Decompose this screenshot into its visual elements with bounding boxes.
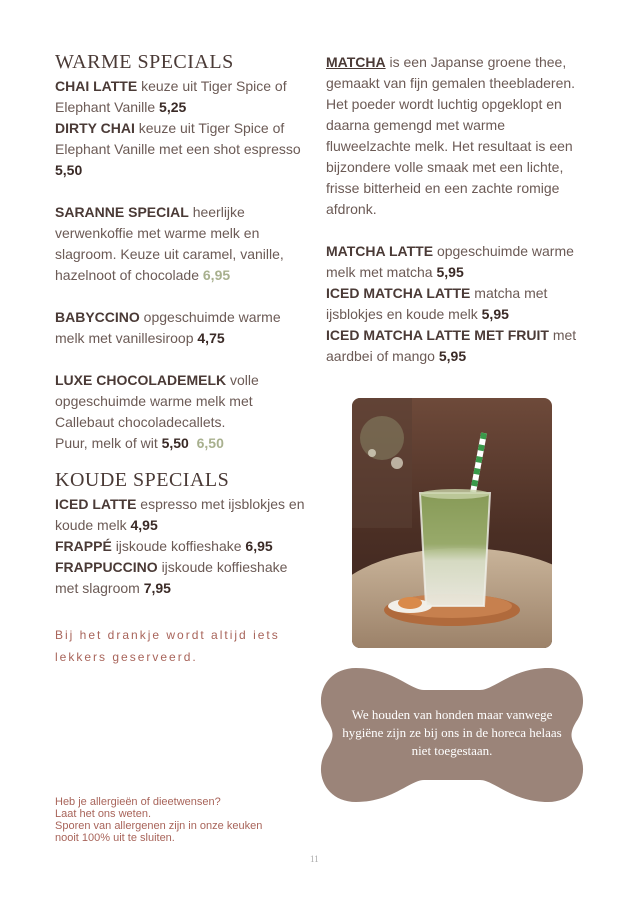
right-column	[326, 52, 586, 367]
menu-item-matcha-latte	[326, 241, 586, 283]
item-name: FRAPPÉ	[55, 538, 112, 554]
served-note: Bij het drankje wordt altijd iets lekkers geserveerd.	[55, 628, 280, 664]
item-name: FRAPPUCCINO	[55, 559, 158, 575]
item-name: ICED LATTE	[55, 496, 137, 512]
item-name: DIRTY CHAI	[55, 120, 135, 136]
item-desc: ijskoude koffieshake met slagroom	[55, 559, 288, 596]
menu-item-iced-latte	[55, 494, 310, 536]
item-name: CHAI LATTE	[55, 78, 138, 94]
item-name: MATCHA LATTE	[326, 243, 434, 259]
menu-item-dirty-chai	[55, 118, 310, 181]
item-desc: opgeschuimde warme melk met matcha	[326, 243, 574, 280]
dog-policy-bone	[312, 660, 592, 810]
matcha-intro-word: MATCHA	[326, 54, 386, 70]
item-name: LUXE CHOCOLADEMELK	[55, 372, 227, 388]
item-price: 4,75	[197, 330, 225, 346]
menu-item-iced-matcha-latte	[326, 283, 586, 325]
item-desc: keuze uit Tiger Spice of Elephant Vanille	[55, 78, 287, 115]
item-desc: ijskoude koffieshake	[115, 538, 242, 554]
item-price: 6,95	[245, 538, 273, 554]
warm-specials-heading: WARME SPECIALS	[55, 51, 234, 73]
menu-item-luxe-chocolademelk	[55, 370, 310, 454]
item-desc: keuze uit Tiger Spice of Elephant Vanille met een shot espresso	[55, 120, 301, 157]
menu-item-frappuccino	[55, 557, 310, 599]
item-desc: heerlijke verwenkoffie met warme melk en slagroom. Keuze uit caramel, vanille, hazelnoot of chocolade	[55, 204, 284, 283]
menu-item-iced-matcha-fruit	[326, 325, 586, 367]
matcha-drink-image	[352, 398, 552, 648]
matcha-photo	[352, 398, 552, 648]
item-price: 5,25	[159, 99, 187, 115]
allergy-line: Heb je allergieën of dieetwensen?	[55, 796, 221, 808]
item-price: 5,95	[436, 264, 464, 280]
page-number: 11	[310, 854, 319, 864]
item-price: 4,95	[130, 517, 158, 533]
item-desc: espresso met ijsblokjes en koude melk	[55, 496, 305, 533]
item-price: 5,50	[161, 435, 189, 451]
menu-item-frappe	[55, 536, 310, 557]
allergy-note	[55, 796, 315, 844]
left-column	[55, 50, 310, 599]
item-name: ICED MATCHA LATTE MET FRUIT	[326, 327, 549, 343]
allergy-line: Laat het ons weten.	[55, 808, 152, 820]
item-price: 5,50	[55, 162, 83, 178]
item-price: 5,95	[481, 306, 509, 322]
matcha-intro	[326, 52, 586, 220]
item-price-alt: 6,50	[196, 435, 224, 451]
item-desc-options: Puur, melk of wit	[55, 435, 158, 451]
allergy-line: nooit 100% uit te sluiten.	[55, 832, 175, 844]
menu-item-babyccino	[55, 307, 310, 349]
item-name: BABYCCINO	[55, 309, 140, 325]
item-price: 7,95	[143, 580, 171, 596]
cold-specials-heading: KOUDE SPECIALS	[55, 469, 230, 491]
item-desc: matcha met ijsblokjes en koude melk	[326, 285, 548, 322]
menu-item-saranne-special	[55, 202, 310, 286]
item-name: ICED MATCHA LATTE	[326, 285, 471, 301]
allergy-line: Sporen van allergenen zijn in onze keuken	[55, 820, 263, 832]
matcha-intro-text: is een Japanse groene thee, gemaakt van fijn gemalen theebladeren. Het poeder wordt luchtig opgeklopt en daarna gemengd met warme fluweelzachte melk. Het resultaat is een bijzondere volle smaak met een lichte, frisse bitterheid en een zachte romige afdronk.	[326, 54, 576, 217]
dog-policy-text: We houden van honden maar vanwege hygiëne zijn ze bij ons in de horeca helaas niet toegestaan.	[342, 707, 562, 758]
item-desc: met aardbei of mango	[326, 327, 577, 364]
item-price: 6,95	[202, 267, 231, 283]
item-price: 5,95	[438, 348, 467, 364]
item-desc: opgeschuimde warme melk met vanillesiroop	[55, 309, 281, 346]
item-name: SARANNE SPECIAL	[55, 204, 189, 220]
menu-item-chai-latte	[55, 76, 310, 118]
item-desc: volle opgeschuimde warme melk met Callebaut chocoladecallets.	[55, 372, 259, 430]
